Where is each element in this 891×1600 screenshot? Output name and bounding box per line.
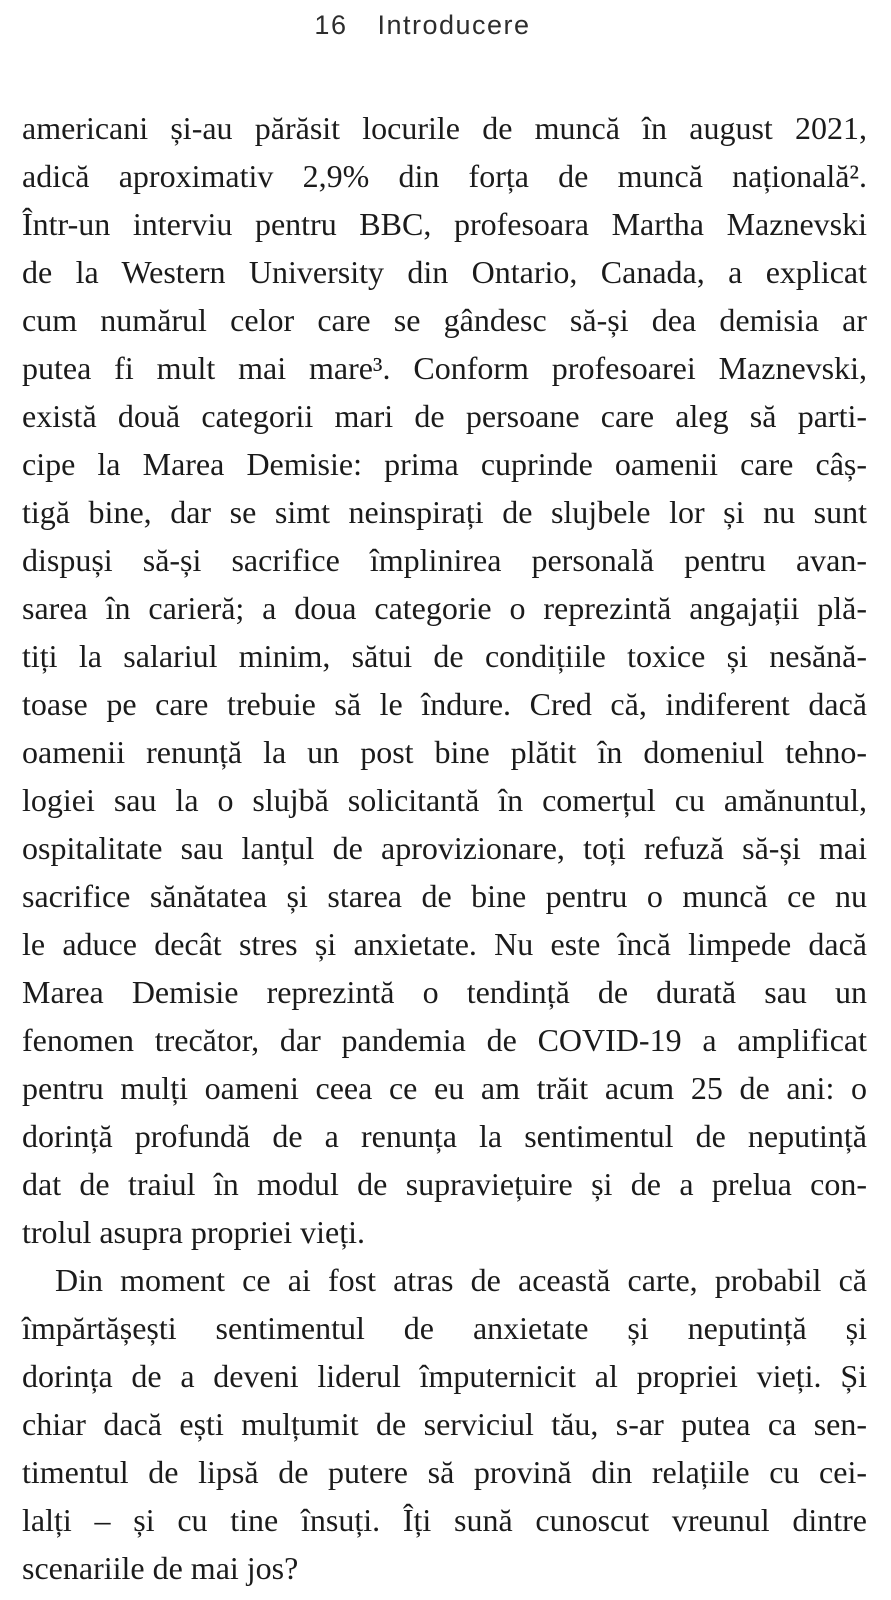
- text-line: adică aproximativ 2,9% din forța de muncă națională².: [22, 158, 867, 194]
- page-number: 16: [314, 10, 348, 40]
- chapter-title: Introducere: [377, 10, 531, 40]
- running-header: [0, 10, 891, 41]
- text-line: sacrifice sănătatea și starea de bine pentru o muncă ce nu: [22, 878, 867, 914]
- text-line: Din moment ce ai fost atras de această carte, probabil că: [55, 1262, 867, 1298]
- text-line: cum numărul celor care se gândesc să-și dea demisia ar: [22, 302, 867, 338]
- paragraph: [22, 104, 867, 1256]
- text-line: le aduce decât stres și anxietate. Nu este încă limpede dacă: [22, 926, 867, 962]
- text-line: logiei sau la o slujbă solicitantă în comerțul cu amănuntul,: [22, 782, 867, 818]
- text-line: împărtășești sentimentul de anxietate și neputință și: [22, 1310, 867, 1346]
- text-line: Marea Demisie reprezintă o tendință de durată sau un: [22, 974, 867, 1010]
- text-line: tigă bine, dar se simt neinspirați de slujbele lor și nu sunt: [22, 494, 867, 530]
- text-line: tiți la salariul minim, sătui de condițiile toxice și nesănă-: [22, 638, 867, 674]
- text-line: Într-un interviu pentru BBC, profesoara Martha Maznevski: [22, 206, 867, 242]
- text-line: chiar dacă ești mulțumit de serviciul tău, s-ar putea ca sen-: [22, 1406, 867, 1442]
- text-line: de la Western University din Ontario, Canada, a explicat: [22, 254, 867, 290]
- text-line: sarea în carieră; a doua categorie o reprezintă angajații plă-: [22, 590, 867, 626]
- text-line: fenomen trecător, dar pandemia de COVID-19 a amplificat: [22, 1022, 867, 1058]
- text-line: trolul asupra propriei vieți.: [22, 1214, 366, 1250]
- text-line: există două categorii mari de persoane care aleg să parti-: [22, 398, 867, 434]
- text-line: dat de traiul în modul de supraviețuire și de a prelua con-: [22, 1166, 867, 1202]
- text-line: scenariile de mai jos?: [22, 1550, 299, 1586]
- text-line: ospitalitate sau lanțul de aprovizionare, toți refuză să-și mai: [22, 830, 867, 866]
- text-line: oamenii renunță la un post bine plătit în domeniul tehno-: [22, 734, 867, 770]
- text-line: americani și-au părăsit locurile de muncă în august 2021,: [22, 110, 867, 146]
- text-line: dorință profundă de a renunța la sentimentul de neputință: [22, 1118, 867, 1154]
- text-line: putea fi mult mai mare³. Conform profesoarei Maznevski,: [22, 350, 867, 386]
- text-line: lalți – și cu tine însuți. Îți sună cunoscut vreunul dintre: [22, 1502, 867, 1538]
- text-line: timentul de lipsă de putere să provină din relațiile cu cei-: [22, 1454, 867, 1490]
- text-line: pentru mulți oameni ceea ce eu am trăit acum 25 de ani: o: [22, 1070, 867, 1106]
- text-line: dorința de a deveni liderul împuternicit al propriei vieți. Și: [22, 1358, 867, 1394]
- text-line: toase pe care trebuie să le îndure. Cred că, indiferent dacă: [22, 686, 867, 722]
- text-line: cipe la Marea Demisie: prima cuprinde oamenii care câș-: [22, 446, 867, 482]
- paragraph: [22, 1256, 867, 1592]
- page-body: [22, 104, 867, 1592]
- text-line: dispuși să-și sacrifice împlinirea personală pentru avan-: [22, 542, 867, 578]
